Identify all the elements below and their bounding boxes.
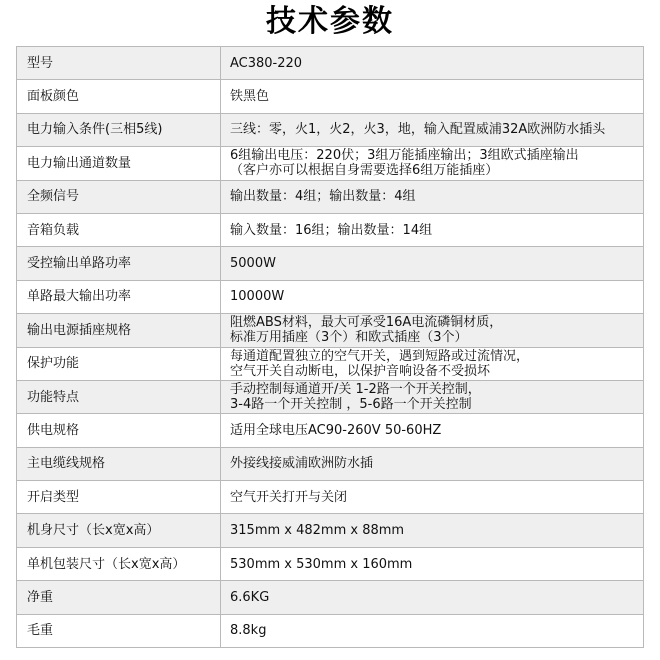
row-label: 净重 <box>17 581 221 614</box>
table-row <box>17 80 644 113</box>
row-label: 音箱负载 <box>17 213 221 246</box>
table-row <box>17 280 644 313</box>
row-label: 型号 <box>17 47 221 80</box>
row-label: 机身尺寸（长x宽x高） <box>17 514 221 547</box>
row-value <box>221 147 644 180</box>
table-row <box>17 447 644 480</box>
row-value <box>221 380 644 413</box>
row-value <box>221 547 644 580</box>
table-row <box>17 481 644 514</box>
row-value-line: 输入数量：16组；输出数量：14组 <box>230 222 433 238</box>
table-row <box>17 180 644 213</box>
row-label: 单机包装尺寸（长x宽x高） <box>17 547 221 580</box>
row-value-line: AC380-220 <box>230 55 303 71</box>
row-label: 功能特点 <box>17 380 221 413</box>
row-value <box>221 414 644 447</box>
row-value-line: 10000W <box>230 289 285 305</box>
row-label: 主电缆线规格 <box>17 447 221 480</box>
table-row <box>17 380 644 413</box>
row-label: 输出电源插座规格 <box>17 314 221 347</box>
spec-table <box>16 46 644 648</box>
row-value <box>221 314 644 347</box>
table-row <box>17 247 644 280</box>
row-label: 供电规格 <box>17 414 221 447</box>
table-row <box>17 414 644 447</box>
row-label: 电力输出通道数量 <box>17 147 221 180</box>
row-value <box>221 247 644 280</box>
row-value <box>221 581 644 614</box>
row-value <box>221 481 644 514</box>
table-row <box>17 547 644 580</box>
table-row <box>17 581 644 614</box>
row-value-line: 530mm x 530mm x 160mm <box>230 556 413 572</box>
row-label: 电力输入条件(三相5线) <box>17 113 221 146</box>
row-label: 毛重 <box>17 614 221 647</box>
page-title: 技术参数 <box>266 4 394 39</box>
row-value-line: 铁黑色 <box>230 89 270 105</box>
row-value-line: 8.8kg <box>230 623 267 639</box>
row-value-line: 手动控制每通道开/关 1-2路一个开关控制， <box>230 382 481 398</box>
table-row <box>17 514 644 547</box>
row-value-line: 外接线接威浦欧洲防水插 <box>230 456 374 472</box>
table-row <box>17 347 644 380</box>
row-value <box>221 180 644 213</box>
row-label: 受控输出单路功率 <box>17 247 221 280</box>
row-value-line: 5000W <box>230 256 276 272</box>
row-value-line: 3-4路一个开关控制 ，5-6路一个开关控制 <box>230 397 472 413</box>
table-row <box>17 213 644 246</box>
row-value-line: 6组输出电压：220伏；3组万能插座输出；3组欧式插座输出 <box>230 148 579 164</box>
row-value <box>221 614 644 647</box>
row-value-line: 输出数量：4组；输出数量：4组 <box>230 189 416 205</box>
row-value-line: 每通道配置独立的空气开关，遇到短路或过流情况， <box>230 348 530 364</box>
table-row <box>17 147 644 180</box>
row-value <box>221 514 644 547</box>
row-value-line: 三线：零，火1，火2，火3，地，输入配置威浦32A欧洲防水插头 <box>230 122 606 138</box>
table-row <box>17 614 644 647</box>
row-value-line: 适用全球电压AC90-260V 50-60HZ <box>230 422 442 438</box>
table-row <box>17 314 644 347</box>
row-value-line: 空气开关自动断电，以保护音响设备不受损坏 <box>230 363 491 379</box>
row-label: 开启类型 <box>17 481 221 514</box>
row-value <box>221 347 644 380</box>
row-value <box>221 113 644 146</box>
row-value-line: 标准万用插座（3个）和欧式插座（3个） <box>230 330 468 346</box>
row-value-line: 空气开关打开与关闭 <box>230 489 348 505</box>
row-label: 保护功能 <box>17 347 221 380</box>
row-value-line: 阻燃ABS材料，最大可承受16A电流磷铜材质， <box>230 315 503 331</box>
row-value-line: 6.6KG <box>230 589 270 605</box>
row-label: 面板颜色 <box>17 80 221 113</box>
row-label: 全频信号 <box>17 180 221 213</box>
row-value-line: （客户亦可以根据自身需要选择6组万能插座） <box>230 163 499 179</box>
row-value <box>221 447 644 480</box>
table-row <box>17 113 644 146</box>
row-label: 单路最大输出功率 <box>17 280 221 313</box>
row-value <box>221 80 644 113</box>
row-value <box>221 280 644 313</box>
row-value-line: 315mm x 482mm x 88mm <box>230 523 405 539</box>
row-value <box>221 47 644 80</box>
row-value <box>221 213 644 246</box>
table-row <box>17 47 644 80</box>
